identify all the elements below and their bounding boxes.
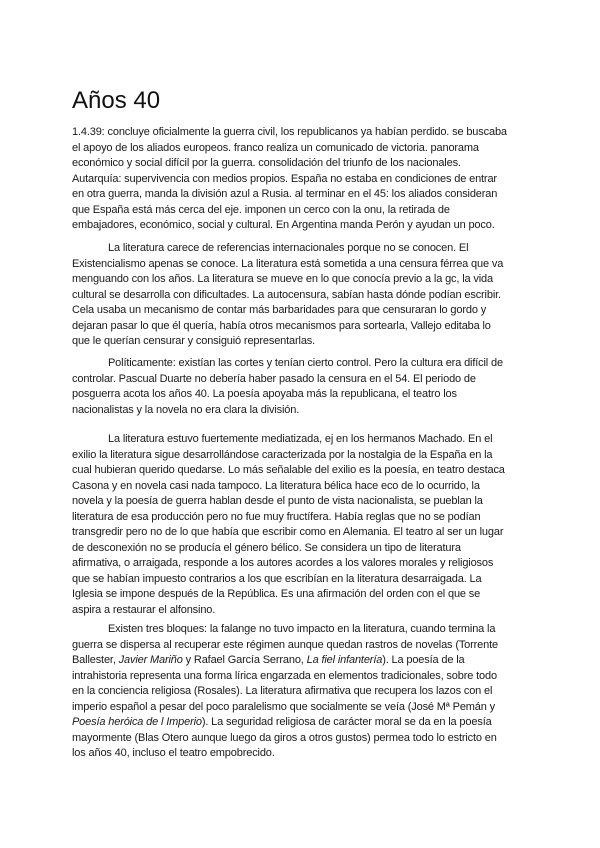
text-line: controlar. Pascual Duarte no debería haber pasado la censura en el 54. El periodo de	[72, 372, 476, 385]
page-title: Años 40	[72, 87, 161, 114]
paragraph-mediatized-literature	[72, 432, 518, 618]
text-line: menguando con los años. La literatura se mueve en lo que conocía previo a la gc, la vida	[72, 273, 493, 285]
text-line: Casona y en novela casi nada tampoco. La literatura bélica hace eco de lo ocurrido, la	[72, 479, 480, 492]
paragraph-politics	[72, 356, 518, 418]
text-line: Cela usaba un mecanismo de contar más barbaridades para que censuraran lo gordo y	[72, 304, 487, 316]
text-line: afirmativa, o arraigada, responde a los autores acordes a los valores morales y religiosos	[72, 557, 494, 569]
text-line: mayormente (Blas Otero aunque luego da giros a otros gustos) permea todo lo estricto en	[72, 731, 497, 744]
text-line: Ballester, Javier Mariño y Rafael García Serrano, La fiel infantería). La poesía de la	[72, 654, 465, 666]
text-line: exilio la literatura sigue desarrollándose caracterizada por la nostalgia de la España en la	[72, 448, 493, 461]
text-line: Autarquía: supervivencia con medios propios. España no estaba en condiciones de entrar	[72, 172, 497, 185]
text-line: que España está más cerca del eje. imponen un cerco con la onu, la retirada de	[72, 203, 450, 216]
text-line: cultural se desarrolla con dificultades. La autocensura, sabían hasta dónde podían escribir.	[72, 288, 501, 301]
italic-title: Poesía heróica de l Imperio	[72, 716, 202, 728]
italic-title: Javier Mariño	[118, 654, 183, 666]
paragraph-context	[72, 125, 518, 234]
text-line: intrahistoria representa una forma lírica engarzada en elementos tradicionales, sobre todo	[72, 669, 497, 682]
text-line: guerra se dispersa al recuperar este régimen aunque quedan rastros de novelas (Torrente	[72, 638, 498, 651]
text-line: posguerra acota los años 40. La poesía apoyaba más la republicana, el teatro los	[72, 388, 457, 400]
paragraph-three-blocks	[72, 622, 518, 762]
text-line: el apoyo de los aliados europeos. franco realiza un comunicado de victoria. panorama	[72, 141, 479, 154]
text-line: cual hubieran querido quedarse. Lo más señalable del exilio es la poesía, en teatro destaca	[72, 464, 505, 476]
text-line: los años 40, incluso el teatro empobrecido.	[72, 747, 275, 759]
text-line: novela y la poesía de guerra hablan desde el punto de vista nacionalista, se pueblan la	[72, 495, 483, 507]
text-line: imperio español a pesar del poco paralelismo que socialmente se veía (José Mª Pemán y	[72, 700, 495, 713]
text-line: embajadores, económico, social y cultural. En Argentina manda Perón y ayudan un poco.	[72, 219, 495, 231]
text-line: que le querían censurar y consiguió representarlas.	[72, 335, 316, 347]
text-line: transgredir pero no de lo que había que escribir como en Alemania. El teatro al ser un lugar	[72, 526, 504, 538]
text-line: Existencialismo apenas se conoce. La literatura está sometida a una censura férrea que va	[72, 257, 504, 270]
paragraph-literature-censorship	[72, 241, 518, 350]
text-line: Poesía heróica de l Imperio). La seguridad religiosa de carácter moral se da en la poesía	[72, 716, 492, 728]
text-line: Iglesia se impone después de la República. Es una afirmación del orden con el que se	[72, 588, 481, 600]
text-line: La literatura estuvo fuertemente mediatizada, ej en los hermanos Machado. En el	[108, 433, 493, 445]
text-line: literatura de esa producción pero no fue muy fructífera. Había reglas que no se podían	[72, 510, 481, 523]
text-line: Existen tres bloques: la falange no tuvo impacto en la literatura, cuando termina la	[108, 623, 496, 635]
italic-title: La fiel infantería	[306, 654, 383, 666]
text-line: económico y social difícil por la guerra. consolidación del triunfo de los nacionales.	[72, 157, 461, 169]
text-line: en la conciencia religiosa (Rosales). La literatura afirmativa que recupera los lazos con el	[72, 685, 493, 697]
text-line: La literatura carece de referencias internacionales porque no se conocen. El	[108, 242, 469, 254]
text-line: dejaran pasar lo que él quería, había otros mecanismos para sortearla, Vallejo editaba lo	[72, 319, 491, 332]
text-line: nacionalistas y la novela no era clara la división.	[72, 403, 300, 416]
text-line: Políticamente: existían las cortes y tenían cierto control. Pero la cultura era difícil de	[108, 357, 503, 369]
text-line: aspira a restaurar el alfonsino.	[72, 603, 216, 616]
text-line: que se habían impuesto contrarios a los que escribían en la literatura desarraigada. La	[72, 572, 482, 585]
text-line: 1.4.39: concluye oficialmente la guerra civil, los republicanos ya habían perdido. se buscaba	[72, 126, 507, 138]
text-line: de desconexión no se producía el género bélico. Se considera un tipo de literatura	[72, 541, 461, 554]
text-line: en otra guerra, manda la división azul a Rusia. al terminar en el 45: los aliados consideran	[72, 188, 498, 200]
